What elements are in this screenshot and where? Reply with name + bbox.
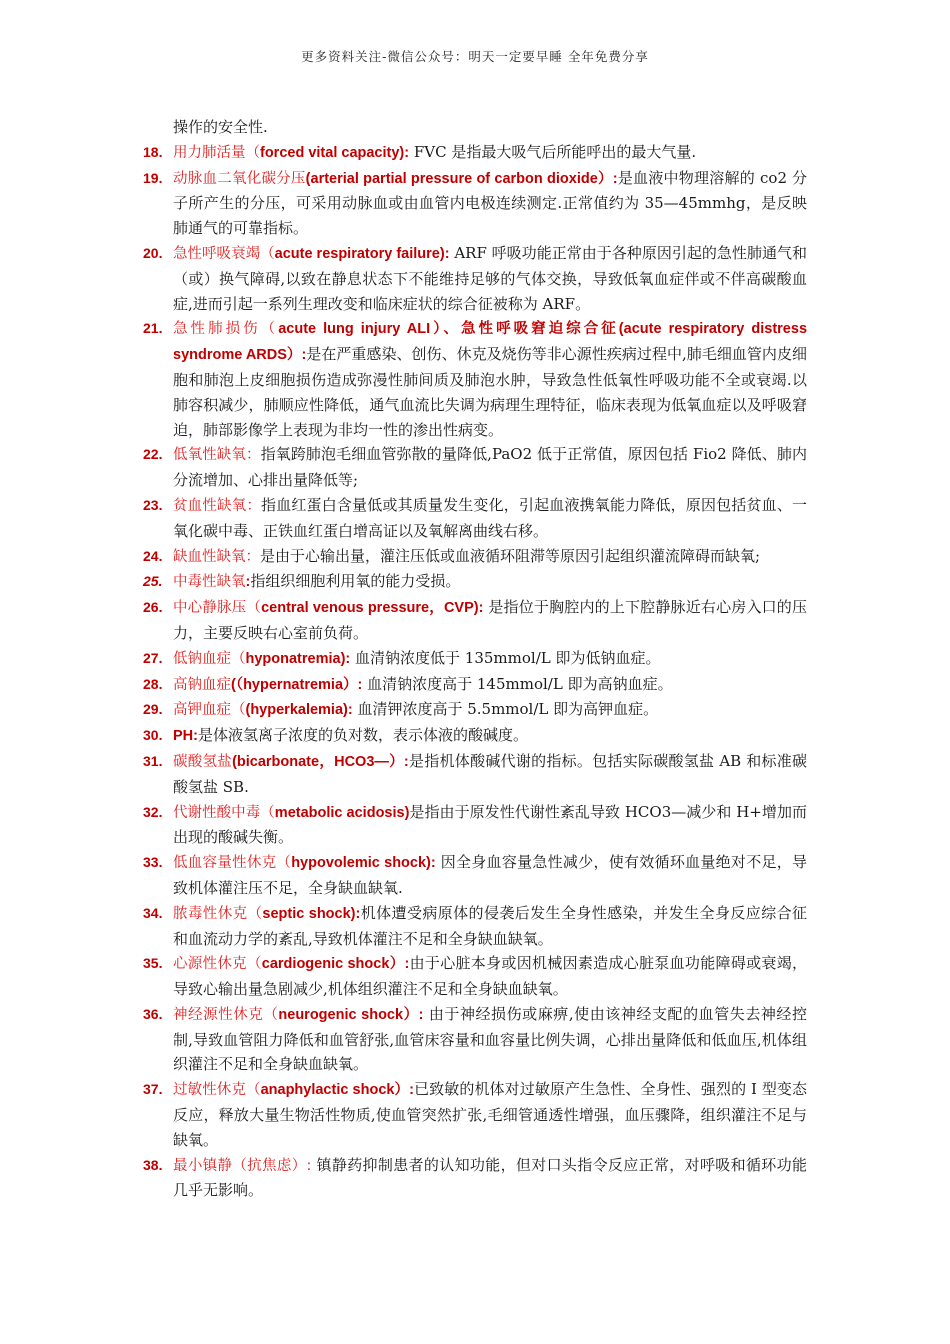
entry-term: 中心静脉压（ (173, 600, 262, 617)
entry-number: 19. (143, 169, 163, 186)
glossary-entry (143, 850, 807, 901)
entry-definition: 指组织细胞利用氧的能力受损。 (250, 572, 461, 591)
entry-term: 动脉血二氧化碳分压 (173, 170, 306, 187)
entry-term: 低氧性缺氧： (173, 447, 261, 464)
entry-definition: ARF 呼吸功能正常由于各种原因引起的急性肺通气和（或）换气障碍,以致在静息状态下不能维持足够的气体交换，导致低氧血症伴或不伴高碳酸血症,进而引起一系列生理改变和临床症状的综合征被称为 ARF。 (173, 243, 807, 313)
glossary-entry (143, 544, 807, 570)
entry-definition: 是在严重感染、创伤、休克及烧伤等非心源性疾病过程中,肺毛细血管内皮细胞和肺泡上皮细胞损伤造成弥漫性肺间质及肺泡水肿，导致急性低氧性呼吸功能不全或衰竭.以肺容积减少，肺顺应性降低，通气血流比失调为病理生理特征，临床表现为低氧血症以及呼吸窘迫，肺部影像学上表现为非均一性的渗出性病变。 (173, 345, 807, 439)
glossary-entry (143, 595, 807, 646)
glossary-entry (143, 800, 807, 851)
entry-term: 脓毒性休克（ (173, 905, 263, 922)
entry-term: 高钠血症 (173, 676, 231, 693)
entry-number: 27. (143, 649, 163, 666)
entry-definition: 血清钠浓度低于 135mmol/L 即为低钠血症。 (350, 648, 661, 667)
glossary-entry (143, 951, 807, 1002)
entry-number: 35. (143, 955, 163, 972)
entry-term: 用力肺活量（ (173, 144, 260, 161)
glossary-entry (143, 672, 807, 698)
entry-term: 神经源性休克（ (173, 1006, 279, 1023)
entry-number: 38. (143, 1156, 163, 1173)
glossary-list (143, 115, 807, 1203)
entry-english-term: metabolic acidosis) (274, 804, 410, 821)
glossary-entry (143, 1002, 807, 1077)
entry-english-term: (hyperkalemia): (245, 702, 353, 719)
entry-english-term: hyponatremia): (245, 650, 351, 667)
entry-english-term: hypovolemic shock): (291, 855, 436, 872)
entry-number: 37. (143, 1081, 163, 1098)
entry-english-term: (bicarbonate，HCO3—）: (232, 753, 409, 770)
entry-number: 22. (143, 446, 163, 463)
entry-english-term: forced vital capacity): (260, 144, 410, 161)
glossary-entry (143, 166, 807, 241)
entry-definition: FVC 是指最大吸气后所能呼出的最大气量. (409, 142, 697, 161)
glossary-entry (143, 442, 807, 493)
entry-english-term: cardiogenic shock）: (261, 956, 410, 973)
entry-number: 32. (143, 803, 163, 820)
page-header: 更多资料关注-微信公众号：明天一定要早睡 全年免费分享 (301, 49, 649, 64)
entry-number: 31. (143, 752, 163, 769)
entry-number: 36. (143, 1005, 163, 1022)
entry-number: 18. (143, 143, 163, 160)
entry-number: 34. (143, 904, 163, 921)
entry-english-term: (（hypernatremia）: (231, 676, 363, 693)
glossary-entry (143, 749, 807, 800)
entry-number: 23. (143, 496, 163, 513)
entry-number: 20. (143, 244, 163, 261)
glossary-entry (143, 493, 807, 544)
entry-definition: 指氧跨肺泡毛细血管弥散的量降低,PaO2 低于正常值，原因包括 Fio2 降低、肺内分流增加、心排出量降低等; (173, 445, 807, 490)
entry-term: 碳酸氢盐 (173, 753, 233, 770)
entry-definition: 是由于心输出量，灌注压低或血液循环阻滞等原因引起组织灌流障碍而缺氧; (260, 546, 761, 565)
entry-term: 代谢性酸中毒（ (173, 804, 275, 821)
entry-definition: 因全身血容量急性减少，使有效循环血量绝对不足，导致机体灌注压不足，全身缺血缺氧. (173, 853, 808, 897)
entry-number: 25. (143, 573, 163, 590)
entry-term: 高钾血症（ (173, 702, 246, 719)
entry-english-term: septic shock): (262, 905, 361, 922)
entry-number: 24. (143, 547, 163, 564)
entry-term: 低血容量性休克（ (173, 855, 292, 872)
entry-term: 心源性休克（ (173, 956, 262, 973)
entry-term: 中毒性缺氧 (173, 574, 246, 591)
entry-term: 最小镇静（抗焦虑）: (173, 1157, 312, 1174)
entry-english-term: PH: (173, 728, 198, 745)
entry-term: 急性呼吸衰竭（ (173, 245, 275, 262)
entry-definition: 是指位于胸腔内的上下腔静脉近右心房入口的压力，主要反映右心室前负荷。 (173, 598, 807, 642)
entry-number: 33. (143, 854, 163, 871)
entry-number: 29. (143, 701, 163, 718)
entry-definition: 是指由于原发性代谢性紊乱导致 HCO3—减少和 H+增加而出现的酸碱失衡。 (173, 802, 808, 847)
entry-definition: 由于心脏本身或因机械因素造成心脏泵血功能障碍或衰竭，导致心输出量急剧减少,机体组织灌注不足和全身缺血缺氧。 (173, 954, 808, 999)
glossary-entry (143, 316, 807, 442)
entry-definition: 是血液中物理溶解的 co2 分子所产生的分压，可采用动脉血或由血管内电极连续测定.正常值约为 35—45mmhg，是反映肺通气的可靠指标。 (173, 168, 807, 238)
entry-number: 30. (143, 727, 163, 744)
glossary-entry (143, 1153, 807, 1204)
glossary-entry (143, 697, 807, 723)
entry-definition: 是指机体酸碱代谢的指标。包括实际碳酸氢盐 AB 和标准碳酸氢盐 SB. (173, 751, 807, 796)
entry-definition: 镇静药抑制患者的认知功能，但对口头指令反应正常，对呼吸和循环功能几乎无影响。 (173, 1155, 807, 1200)
entry-english-term: : (245, 574, 251, 591)
entry-term: 低钠血症（ (173, 650, 246, 667)
glossary-entry (143, 646, 807, 672)
entry-term: 急性肺损伤（ (173, 321, 279, 338)
entry-english-term: acute respiratory failure): (274, 245, 450, 262)
glossary-entry (143, 723, 807, 749)
entry-definition: 血清钾浓度高于 5.5mmol/L 即为高钾血症。 (352, 700, 659, 719)
entry-term: 缺血性缺氧： (173, 548, 260, 565)
entry-english-term: acute lung injury ALI）、急性呼吸窘迫综合征(acute respiratory distress syndrome ARDS）: (173, 321, 808, 364)
glossary-entry (143, 569, 807, 595)
entry-number: 21. (143, 320, 163, 337)
entry-definition: 机体遭受病原体的侵袭后发生全身性感染，并发生全身反应综合征和血流动力学的紊乱,导致机体灌注不足和全身缺血缺氧。 (173, 903, 807, 948)
entry-definition: 由于神经损伤或麻痹,使由该神经支配的血管失去神经控制,导致血管阻力降低和血管舒张,血管床容量和血容量比例失调，心排出量降低和低血压,机体组织灌注不足和全身缺血缺氧。 (173, 1004, 807, 1074)
entry-english-term: anaphylactic shock）: (260, 1082, 414, 1099)
glossary-entry (143, 241, 807, 316)
glossary-entry (143, 1077, 807, 1152)
entry-definition: 血清钠浓度高于 145mmol/L 即为高钠血症。 (362, 674, 673, 693)
glossary-entry (143, 140, 807, 166)
entry-english-term: central venous pressure，CVP): (261, 600, 484, 617)
continuation-text: 操作的安全性. (173, 118, 268, 136)
entry-english-term: neurogenic shock）: (278, 1006, 424, 1023)
entry-number: 26. (143, 599, 163, 616)
entry-english-term: (arterial partial pressure of carbon dioxide）: (305, 170, 618, 187)
glossary-entry (143, 901, 807, 952)
entry-term: 贫血性缺氧： (173, 497, 262, 514)
entry-definition: 是体液氢离子浓度的负对数，表示体液的酸碱度。 (197, 726, 528, 745)
entry-number: 28. (143, 675, 163, 692)
entry-definition: 已致敏的机体对过敏原产生急性、全身性、强烈的 I 型变态反应，释放大量生物活性物质,使血管突然扩张,毛细管通透性增强，血压骤降，组织灌注不足与缺氧。 (173, 1080, 808, 1149)
entry-term: 过敏性休克（ (173, 1082, 261, 1099)
entry-definition: 指血红蛋白含量低或其质量发生变化，引起血液携氧能力降低，原因包括贫血、一氧化碳中毒、正铁血红蛋白增高证以及氧解离曲线右移。 (173, 495, 807, 540)
